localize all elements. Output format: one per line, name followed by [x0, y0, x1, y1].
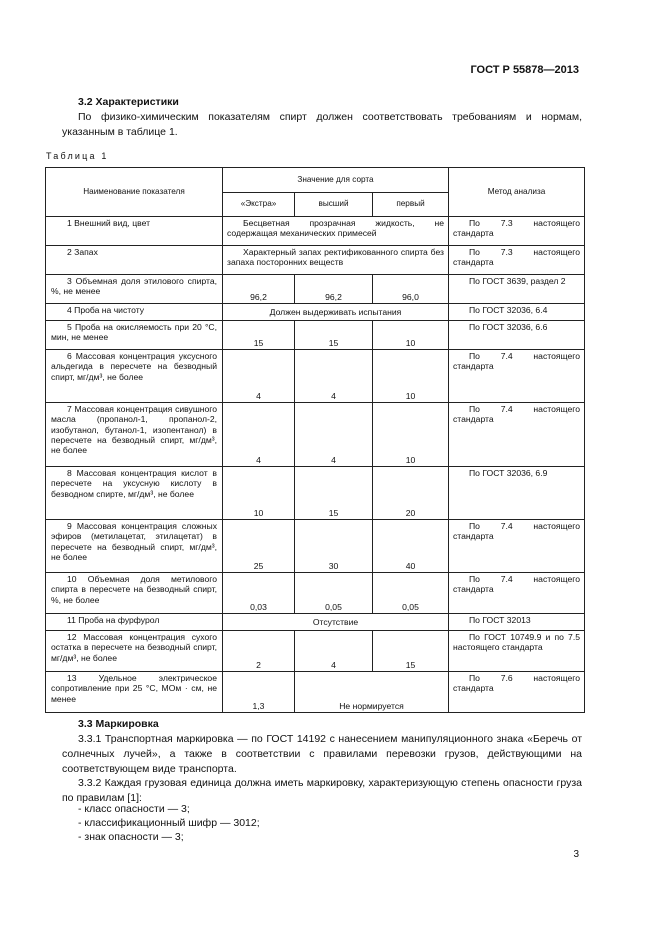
header-first: первый [373, 193, 449, 217]
row-value-highest: 4 [295, 631, 373, 672]
row-method: По ГОСТ 32036, 6.9 [469, 468, 548, 478]
row-name: 3 Объемная доля этилового спирта, %, не менее [51, 276, 217, 297]
row-value-first: 15 [373, 631, 449, 672]
row-value-extra: 4 [223, 350, 295, 403]
row-value-extra: 2 [223, 631, 295, 672]
table-row [46, 672, 585, 713]
row-value-first: 0,05 [373, 573, 449, 614]
row-value-first: 96,0 [373, 275, 449, 304]
row-name: 1 Внешний вид, цвет [67, 218, 151, 228]
table-row [46, 350, 585, 403]
row-method: По ГОСТ 3639, раздел 2 [469, 276, 566, 286]
row-value-first: 20 [373, 467, 449, 520]
table-row [46, 467, 585, 520]
row-name: 6 Массовая концентрация уксусного альдегида в пересчете на безводный спирт, мг/дм³, не более [51, 351, 217, 382]
row-method: По ГОСТ 32036, 6.6 [469, 322, 548, 332]
row-method: По 7.4 настоящего стандарта [453, 404, 580, 425]
row-value-extra: 10 [223, 467, 295, 520]
row-value-highest: 0,05 [295, 573, 373, 614]
list-item: - классификационный шифр — 3012; [78, 817, 260, 829]
section-paragraph: По физико-химическим показателям спирт должен соответствовать требованиям и нормам, указанным в таблице 1. [62, 111, 582, 138]
document-id: ГОСТ Р 55878—2013 [470, 64, 579, 76]
section-paragraph: 3.3.1 Транспортная маркировка — по ГОСТ 14192 с нанесением манипуляционного знака «Беречь от солнечных лучей», а также в соответствии с правилами перевозки грузов, действующими на соответствующем виде транспорта. [62, 733, 582, 775]
row-value-first: 40 [373, 520, 449, 573]
row-method: По 7.4 настоящего стандарта [453, 351, 580, 372]
page-number: 3 [573, 849, 579, 860]
row-value-highest: 30 [295, 520, 373, 573]
row-value-extra: 96,2 [223, 275, 295, 304]
section-title-characteristics: 3.2 Характеристики [78, 96, 179, 108]
row-name: 12 Массовая концентрация сухого остатка в пересчете на безводный спирт, мг/дм³, не более [51, 632, 217, 663]
row-value-extra: 15 [223, 321, 295, 350]
header-extra: «Экстра» [223, 193, 295, 217]
row-method: По ГОСТ 10749.9 и по 7.5 настоящего стандарта [453, 632, 580, 653]
row-value-merged: Характерный запах ректификованного спирта без запаха посторонних веществ [227, 247, 444, 268]
row-name: 7 Массовая концентрация сивушного масла (пропанол-1, пропанол-2, изобутанол, бутанол-1, изопентанол) в пересчете на безводный спирт, мг/дм³, не более [51, 404, 217, 456]
table-row [46, 403, 585, 467]
row-method: По 7.4 настоящего стандарта [453, 574, 580, 595]
row-value-extra: 1,3 [223, 672, 295, 713]
row-value-first: 10 [373, 321, 449, 350]
row-name: 13 Удельное электрическое сопротивление при 25 °С, МОм · см, не менее [51, 673, 217, 704]
table-row [46, 614, 585, 631]
row-value-highest: 4 [295, 350, 373, 403]
header-method: Метод анализа [449, 168, 585, 217]
row-method: По ГОСТ 32013 [469, 615, 531, 625]
row-value-first: 10 [373, 403, 449, 467]
row-name: 11 Проба на фурфурол [67, 615, 160, 625]
row-value-extra: 25 [223, 520, 295, 573]
table-caption: Таблица 1 [46, 151, 109, 161]
table-row [46, 246, 585, 275]
row-name: 4 Проба на чистоту [67, 305, 145, 315]
table-row [46, 573, 585, 614]
row-name: 10 Объемная доля метилового спирта в пересчете на безводный спирт, %, не более [51, 574, 217, 605]
row-value-highest: 15 [295, 321, 373, 350]
header-highest: высший [295, 193, 373, 217]
row-method: По 7.6 настоящего стандарта [453, 673, 580, 694]
row-value-extra: 0,03 [223, 573, 295, 614]
table-row [46, 217, 585, 246]
header-name: Наименование показателя [46, 168, 223, 217]
table-row [46, 275, 585, 304]
row-method: По 7.3 настоящего стандарта [453, 247, 580, 268]
row-method: По ГОСТ 32036, 6.4 [469, 305, 548, 315]
requirements-table [45, 167, 585, 713]
section-paragraph: 3.3.2 Каждая грузовая единица должна иметь маркировку, характеризующую степень опасности груза по правилам [1]: [62, 777, 582, 804]
list-item: - класс опасности — 3; [78, 803, 190, 815]
row-method: По 7.3 настоящего стандарта [453, 218, 580, 239]
row-name: 5 Проба на окисляемость при 20 °С, мин, не менее [51, 322, 217, 343]
row-value-merged: Бесцветная прозрачная жидкость, не содержащая механических примесей [227, 218, 444, 239]
section-title-marking: 3.3 Маркировка [78, 718, 159, 730]
row-value-highest: 15 [295, 467, 373, 520]
table-row [46, 520, 585, 573]
row-value-highest: 96,2 [295, 275, 373, 304]
table-row [46, 631, 585, 672]
header-value-group: Значение для сорта [223, 168, 449, 193]
table-row [46, 304, 585, 321]
row-name: 8 Массовая концентрация кислот в пересчете на уксусную кислоту в безводном спирте, мг/дм³, не более [51, 468, 217, 499]
row-value-merged: Отсутствие [223, 614, 449, 631]
row-name: 2 Запах [67, 247, 98, 257]
list-item: - знак опасности — 3; [78, 831, 184, 843]
table-row [46, 321, 585, 350]
row-value-merged: Должен выдерживать испытания [223, 304, 449, 321]
row-value-highest: 4 [295, 403, 373, 467]
row-value-extra: 4 [223, 403, 295, 467]
row-value-merged: Не нормируется [295, 672, 449, 713]
row-name: 9 Массовая концентрация сложных эфиров (метилацетат, этилацетат) в пересчете на безводный спирт, мг/дм³, не более [51, 521, 217, 562]
row-method: По 7.4 настоящего стандарта [453, 521, 580, 542]
row-value-first: 10 [373, 350, 449, 403]
